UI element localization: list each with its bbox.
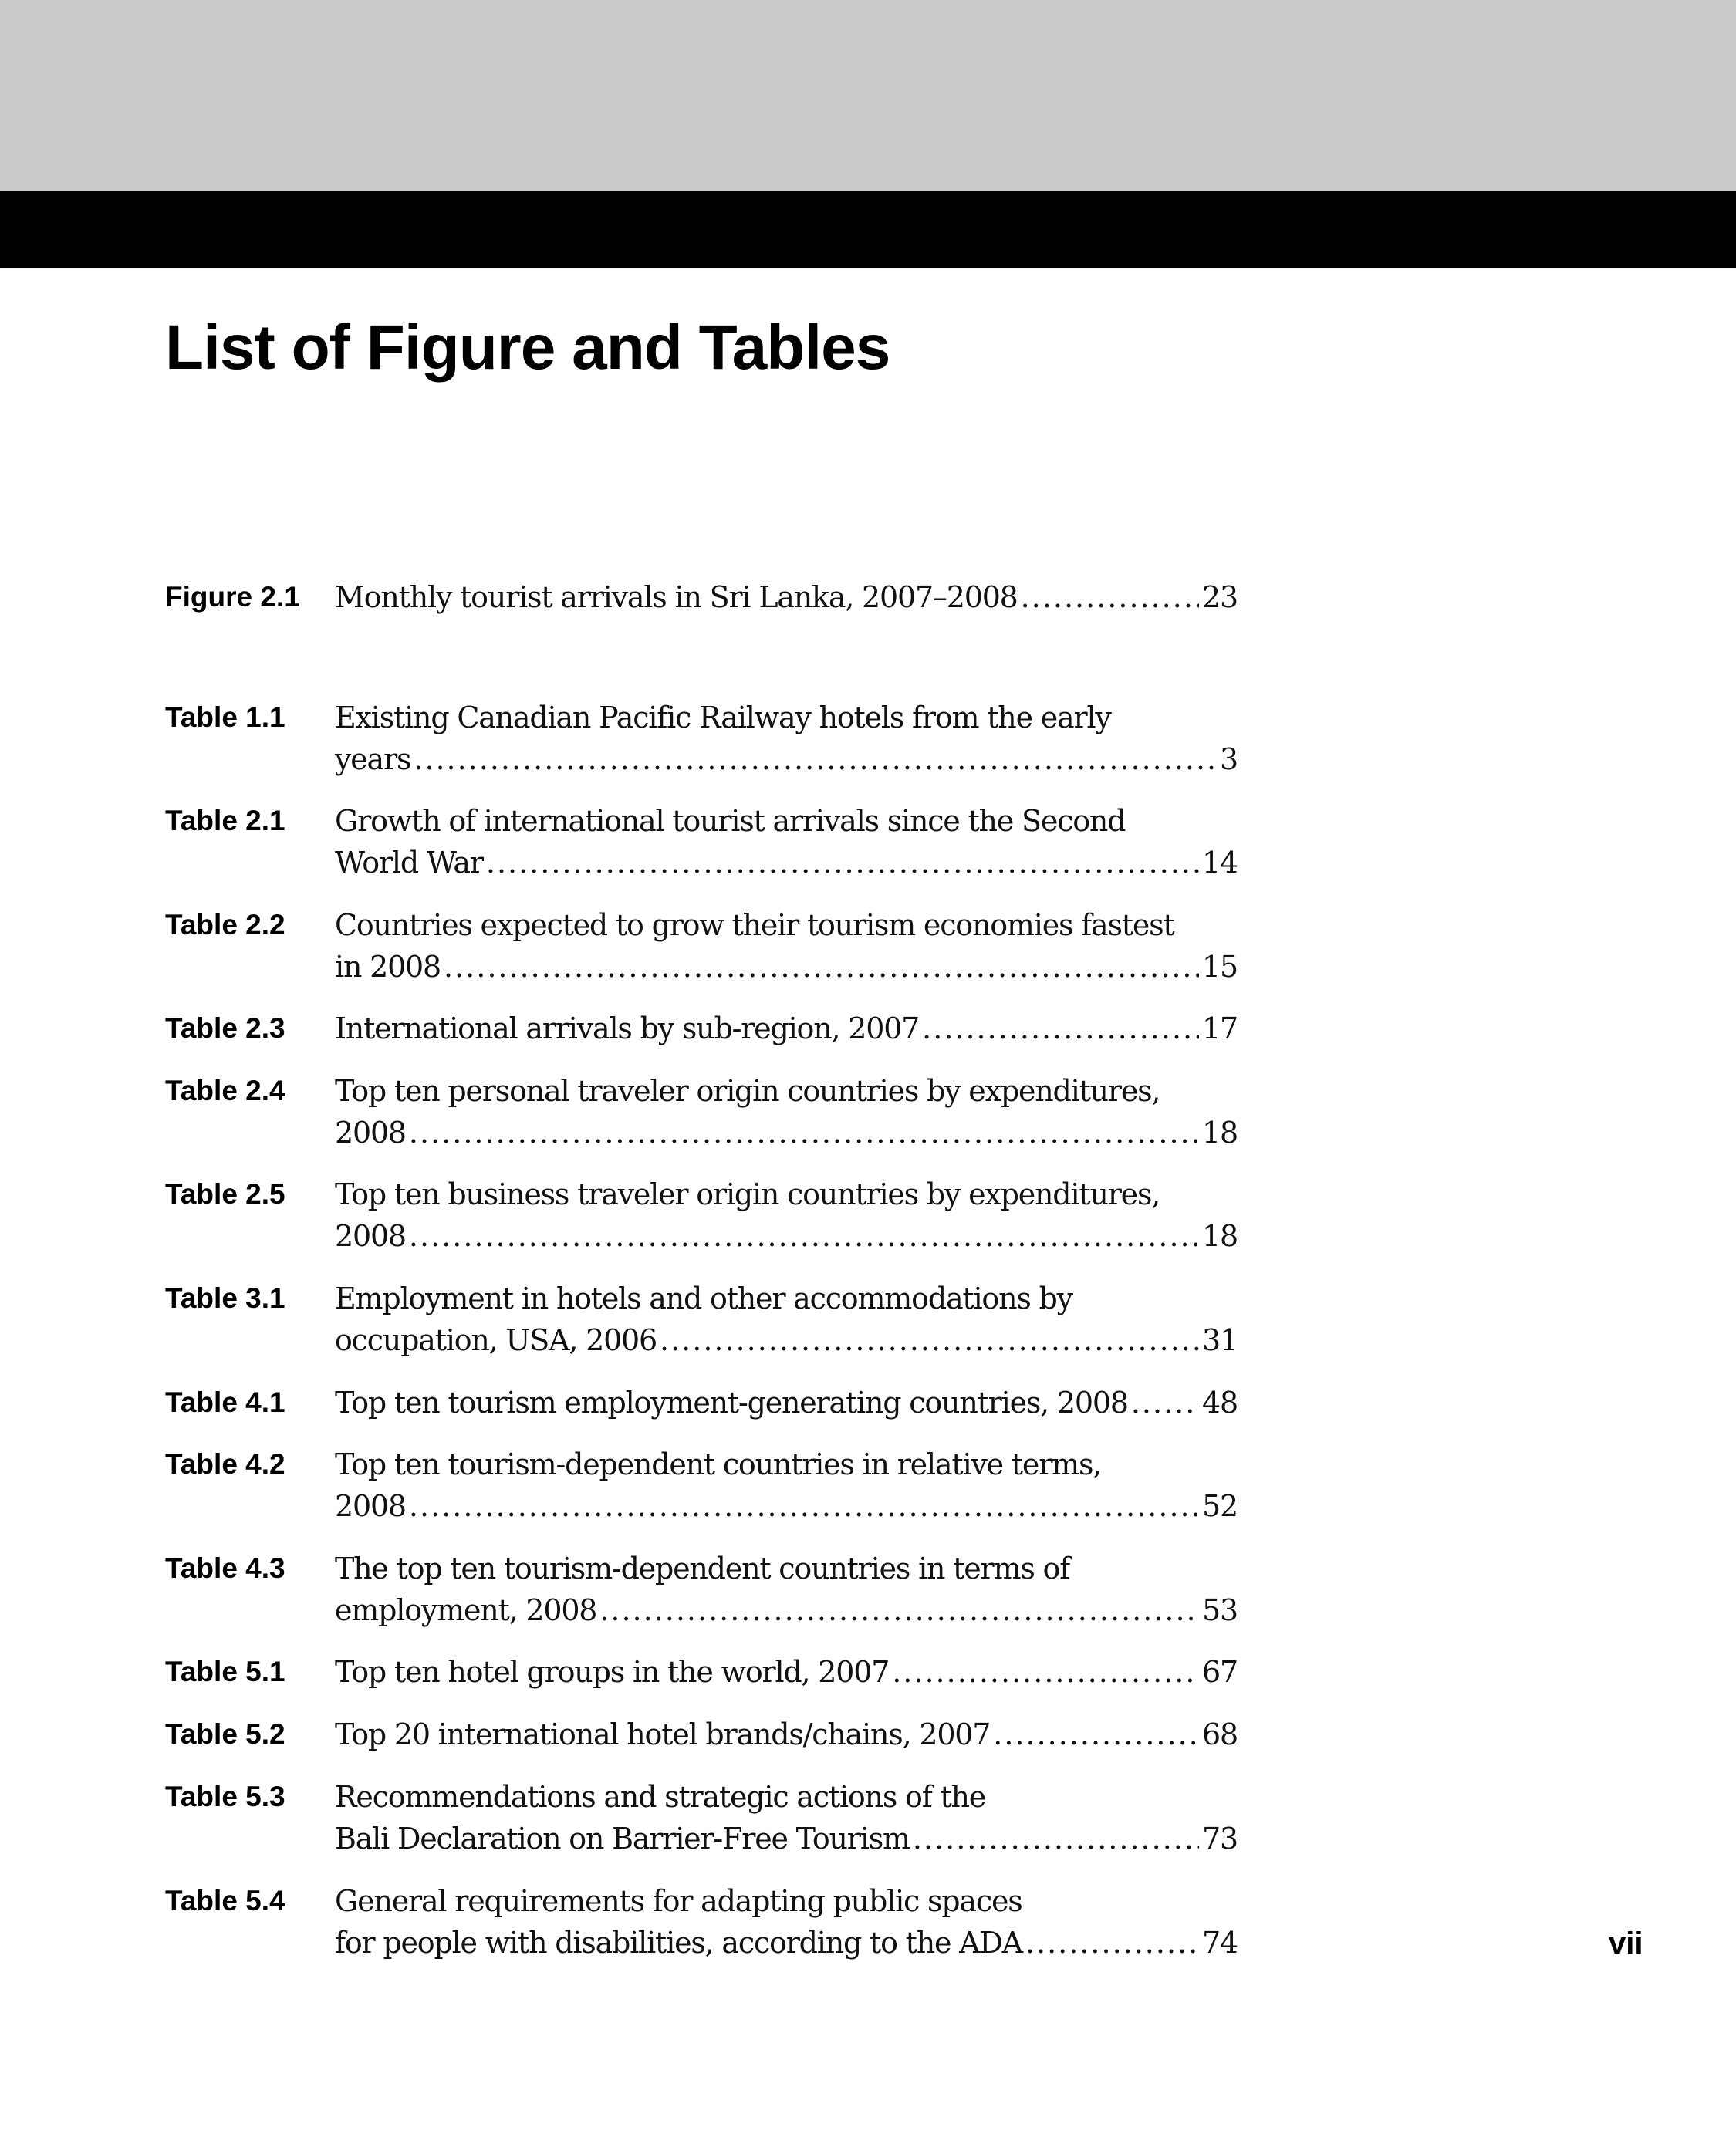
entry-text: [335, 1382, 1238, 1423]
entry-title: International arrivals by sub-region, 2007: [335, 1011, 920, 1045]
entry-text: [335, 1548, 1238, 1631]
entry-label: Table 2.3: [165, 1012, 285, 1044]
entry-label: Table 4.1: [165, 1386, 285, 1418]
entry-label: Table 5.4: [165, 1885, 285, 1916]
entry-title: Top ten hotel groups in the world, 2007: [335, 1655, 890, 1689]
toc-entry[interactable]: [165, 1278, 1238, 1361]
entry-title-continued: occupation, USA, 2006: [335, 1323, 657, 1357]
toc-entry[interactable]: [165, 800, 1238, 883]
entry-page-number: 14: [1202, 846, 1238, 880]
entry-text: [335, 800, 1238, 883]
entry-page-number: 67: [1202, 1655, 1238, 1689]
leader-dots: [409, 1112, 1199, 1153]
leader-dots: [660, 1319, 1199, 1361]
toc-entry[interactable]: [165, 1776, 1238, 1859]
entry-title: Monthly tourist arrivals in Sri Lanka, 2007–2008: [335, 580, 1018, 614]
leader-dots: [599, 1589, 1199, 1631]
entry-text: [335, 1880, 1238, 1964]
entry-label: Figure 2.1: [165, 581, 300, 613]
entry-page-number: 31: [1202, 1323, 1238, 1357]
entry-title: Countries expected to grow their tourism economies fastest: [335, 908, 1174, 942]
entry-title: Top ten personal traveler origin countries by expenditures,: [335, 1074, 1160, 1108]
toc-entry[interactable]: [165, 697, 1238, 780]
entry-text: [335, 1714, 1238, 1755]
entry-title-continued: 2008: [335, 1219, 406, 1253]
entry-title-continued: years: [335, 742, 411, 776]
leader-dots: [993, 1714, 1199, 1755]
toc-entry[interactable]: [165, 1070, 1238, 1153]
leader-dots: [486, 842, 1199, 883]
entry-page-number: 23: [1202, 580, 1238, 614]
toc-entry[interactable]: [165, 1651, 1238, 1693]
leader-dots: [1025, 1922, 1199, 1964]
entry-title: Existing Canadian Pacific Railway hotels from the early: [335, 701, 1111, 734]
toc-entry[interactable]: [165, 1173, 1238, 1257]
entry-title-continued: 2008: [335, 1489, 406, 1523]
leader-dots: [1021, 576, 1199, 618]
leader-dots: [922, 1008, 1199, 1049]
toc-entry[interactable]: [165, 1880, 1238, 1964]
leader-dots: [913, 1818, 1199, 1859]
toc-entry[interactable]: [165, 1714, 1238, 1755]
leader-dots: [1131, 1382, 1199, 1423]
entry-title-continued: Bali Declaration on Barrier-Free Tourism: [335, 1822, 910, 1856]
entry-text: [335, 1776, 1238, 1859]
top-gray-band: [0, 0, 1736, 191]
entry-label: Table 2.1: [165, 805, 285, 836]
entry-page-number: 17: [1202, 1011, 1238, 1045]
entry-text: [335, 697, 1238, 780]
entry-label: Table 1.1: [165, 701, 285, 733]
entry-title: Top ten tourism employment-generating countries, 2008: [335, 1386, 1128, 1420]
toc-entry[interactable]: [165, 1008, 1238, 1049]
entry-text: [335, 576, 1238, 618]
entry-page-number: 15: [1202, 950, 1238, 984]
entry-page-number: 52: [1202, 1489, 1238, 1523]
toc-entry[interactable]: [165, 904, 1238, 988]
entry-label: Table 5.2: [165, 1718, 285, 1750]
leader-dots: [444, 946, 1199, 988]
entry-text: [335, 1008, 1238, 1049]
entry-title-continued: in 2008: [335, 950, 441, 984]
entry-label: Table 4.3: [165, 1552, 285, 1584]
leader-dots: [409, 1485, 1199, 1527]
page-title: List of Figure and Tables: [165, 312, 890, 383]
entry-text: [335, 1070, 1238, 1153]
entry-title: Recommendations and strategic actions of the: [335, 1780, 986, 1814]
entry-page-number: 68: [1202, 1717, 1238, 1751]
entry-label: Table 5.1: [165, 1656, 285, 1687]
entry-label: Table 4.2: [165, 1448, 285, 1480]
entry-title: Top ten business traveler origin countries by expenditures,: [335, 1177, 1160, 1211]
entry-text: [335, 1651, 1238, 1693]
chapter-black-band: [0, 191, 1736, 268]
entry-title: Top ten tourism-dependent countries in relative terms,: [335, 1447, 1102, 1481]
entry-label: Table 2.5: [165, 1178, 285, 1210]
entry-text: [335, 1173, 1238, 1257]
entry-page-number: 18: [1202, 1116, 1238, 1150]
entry-title: General requirements for adapting public spaces: [335, 1884, 1022, 1918]
entry-label: Table 2.4: [165, 1075, 285, 1106]
entry-label: Table 3.1: [165, 1282, 285, 1314]
entry-label: Table 2.2: [165, 909, 285, 940]
entry-title-continued: 2008: [335, 1116, 406, 1150]
entry-title: Growth of international tourist arrivals since the Second: [335, 804, 1126, 838]
toc-entry[interactable]: [165, 1382, 1238, 1423]
entry-title: Employment in hotels and other accommodations by: [335, 1282, 1072, 1315]
entry-text: [335, 904, 1238, 988]
entry-page-number: 73: [1202, 1822, 1238, 1856]
entry-page-number: 48: [1202, 1386, 1238, 1420]
entry-page-number: 74: [1202, 1926, 1238, 1960]
entry-page-number: 3: [1220, 742, 1238, 776]
entry-text: [335, 1444, 1238, 1527]
entry-title-continued: for people with disabilities, according to the ADA: [335, 1926, 1022, 1960]
entry-page-number: 18: [1202, 1219, 1238, 1253]
leader-dots: [892, 1651, 1199, 1693]
toc-entry[interactable]: [165, 1548, 1238, 1631]
entry-title: Top 20 international hotel brands/chains, 2007: [335, 1717, 991, 1751]
entry-title-continued: employment, 2008: [335, 1593, 597, 1627]
leader-dots: [414, 738, 1217, 780]
entry-label: Table 5.3: [165, 1781, 285, 1812]
entry-page-number: 53: [1202, 1593, 1238, 1627]
entry-title-continued: World War: [335, 846, 483, 880]
toc-entry[interactable]: [165, 576, 1238, 618]
entry-title: The top ten tourism-dependent countries in terms of: [335, 1552, 1070, 1585]
entry-text: [335, 1278, 1238, 1361]
toc-entry[interactable]: [165, 1444, 1238, 1527]
page-folio: vii: [1609, 1927, 1643, 1960]
leader-dots: [409, 1215, 1199, 1257]
